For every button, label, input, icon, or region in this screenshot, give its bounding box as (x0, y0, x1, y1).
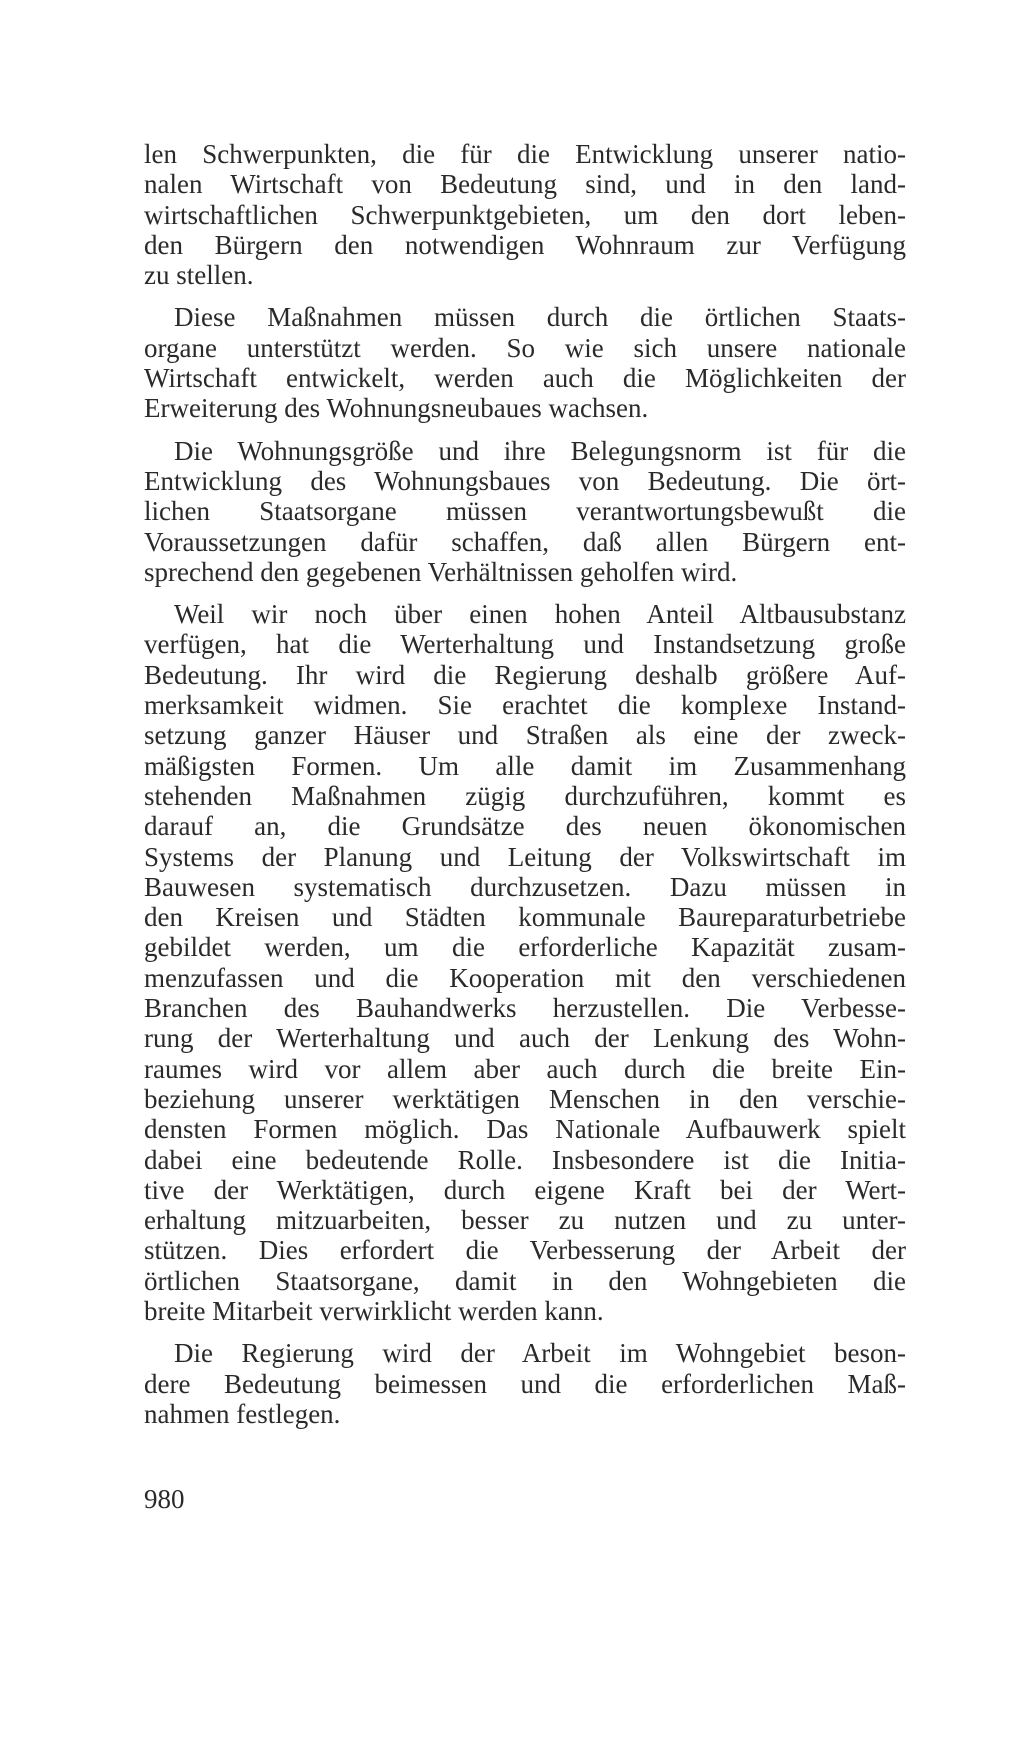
text-line: organe unterstützt werden. So wie sich unsere nationale (144, 332, 906, 363)
text-line: erhaltung mitzuarbeiten, besser zu nutzen und zu unter- (144, 1205, 906, 1236)
text-line: Weil wir noch über einen hohen Anteil Altbausubstanz (174, 599, 906, 630)
text-line: Diese Maßnahmen müssen durch die örtlichen Staats- (174, 302, 906, 333)
text-line: verfügen, hat die Werterhaltung und Instandsetzung große (144, 629, 906, 660)
text-line: den Bürgern den notwendigen Wohnraum zur Verfügung (144, 229, 906, 260)
text-line: mäßigsten Formen. Um alle damit im Zusammenhang (144, 750, 906, 781)
paragraph-2 (144, 302, 906, 423)
text-line: wirtschaftlichen Schwerpunktgebieten, um den dort leben- (144, 199, 906, 230)
paragraph-3 (144, 436, 906, 587)
text-line: rung der Werterhaltung und auch der Lenkung des Wohn- (144, 1023, 906, 1054)
text-line: dere Bedeutung beimessen und die erforderlichen Maß- (144, 1368, 906, 1399)
text-line: densten Formen möglich. Das Nationale Aufbauwerk spielt (144, 1114, 906, 1145)
text-line: len Schwerpunkten, die für die Entwicklung unserer natio- (144, 139, 906, 169)
page-number: 980 (144, 1484, 185, 1514)
text-line: Entwicklung des Wohnungsbaues von Bedeutung. Die ört- (144, 465, 906, 496)
text-line: Branchen des Bauhandwerks herzustellen. Die Verbesse- (144, 993, 906, 1024)
paragraph-5 (144, 1338, 906, 1429)
paragraph-4 (144, 599, 906, 1326)
text-line: nalen Wirtschaft von Bedeutung sind, und in den land- (144, 169, 906, 200)
text-line: setzung ganzer Häuser und Straßen als eine der zweck- (144, 720, 906, 751)
text-line: den Kreisen und Städten kommunale Baureparaturbetriebe (144, 902, 906, 933)
text-line: Erweiterung des Wohnungsneubaues wachsen. (144, 393, 649, 424)
text-line: Wirtschaft entwickelt, werden auch die Möglichkeiten der (144, 363, 906, 394)
text-line: raumes wird vor allem aber auch durch die breite Ein- (144, 1053, 906, 1084)
text-line: lichen Staatsorgane müssen verantwortungsbewußt die (144, 496, 906, 527)
text-line: stützen. Dies erfordert die Verbesserung der Arbeit der (144, 1235, 906, 1266)
text-line: zu stellen. (144, 260, 254, 291)
text-line: dabei eine bedeutende Rolle. Insbesondere ist die Initia- (144, 1144, 906, 1175)
text-line: stehenden Maßnahmen zügig durchzuführen, kommt es (144, 780, 906, 811)
text-line: Die Wohnungsgröße und ihre Belegungsnorm ist für die (174, 435, 906, 466)
text-line: sprechend den gegebenen Verhältnissen geholfen wird. (144, 556, 738, 587)
text-line: tive der Werktätigen, durch eigene Kraft bei der Wert- (144, 1174, 906, 1205)
paragraph-1 (144, 139, 906, 290)
text-line: menzufassen und die Kooperation mit den verschiedenen (144, 962, 906, 993)
text-line: örtlichen Staatsorgane, damit in den Wohngebieten die (144, 1265, 906, 1296)
text-line: darauf an, die Grundsätze des neuen ökonomischen (144, 811, 906, 842)
text-line: Voraussetzungen dafür schaffen, daß allen Bürgern ent- (144, 526, 906, 557)
text-line: beziehung unserer werktätigen Menschen in den verschie- (144, 1083, 906, 1114)
text-line: merksamkeit widmen. Sie erachtet die komplexe Instand- (144, 690, 906, 721)
body-text (144, 139, 906, 1441)
text-line: breite Mitarbeit verwirklicht werden kann. (144, 1295, 604, 1326)
text-line: Die Regierung wird der Arbeit im Wohngebiet beson- (174, 1338, 906, 1369)
text-line: Systems der Planung und Leitung der Volkswirtschaft im (144, 841, 906, 872)
text-line: gebildet werden, um die erforderliche Kapazität zusam- (144, 932, 906, 963)
text-line: Bedeutung. Ihr wird die Regierung deshalb größere Auf- (144, 659, 906, 690)
text-line: Bauwesen systematisch durchzusetzen. Dazu müssen in (144, 871, 906, 902)
text-line: nahmen festlegen. (144, 1398, 341, 1429)
